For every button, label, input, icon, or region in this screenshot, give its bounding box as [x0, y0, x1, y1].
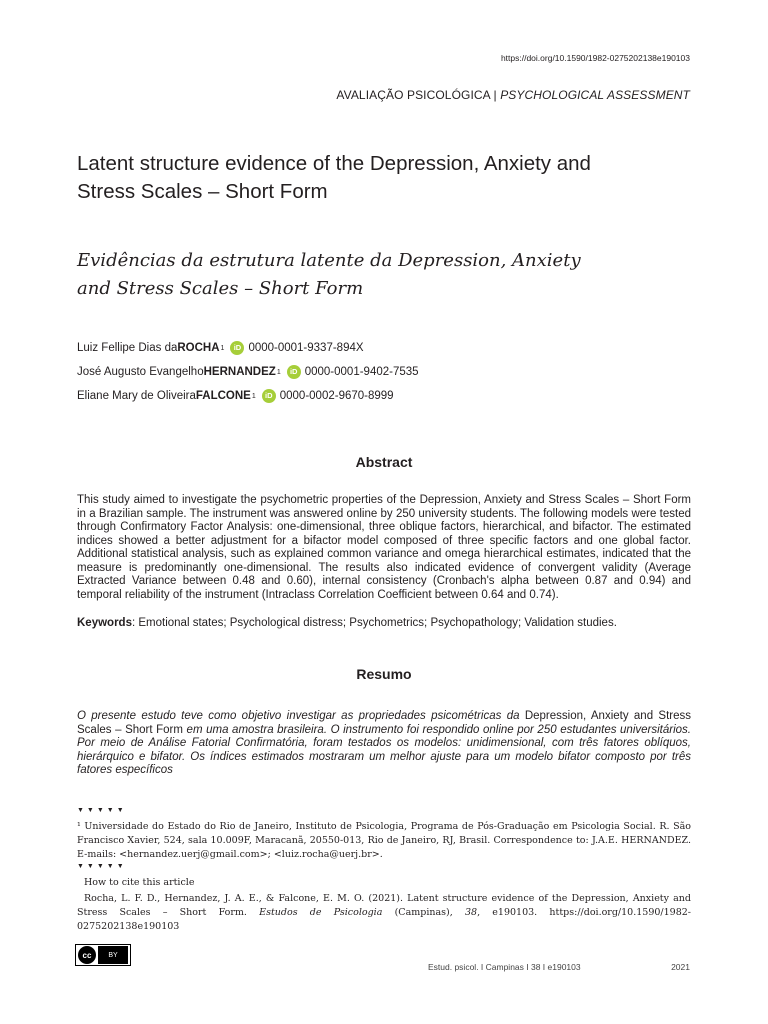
- keywords-list: : Emotional states; Psychological distress; Psychometrics; Psychopathology; Validation studies.: [131, 617, 617, 629]
- author-family-name: ROCHA: [177, 342, 220, 354]
- orcid-icon[interactable]: iD: [262, 389, 276, 403]
- how-to-cite-reference: [77, 892, 691, 934]
- abstract-text: This study aimed to investigate the psychometric properties of the Depression, Anxiety and Stress Scales – Short Form in a Brazilian sample. The instrument was answered online by 250 university students. The following models were tested through Confirmatory Factor Analysis: one-dimensional, three oblique factors, hierarchical, and bifactor. The estimated indices showed a better adjustment for a bifactor model composed of three specific factors and one global factor. Additional statistical analysis, such as explained common variance and omega hierarchical estimates, indicated that the measure is predominantly one-dimensional. The results also indicated evidence of convergent validity (Average Extracted Variance between 0.48 and 0.60), internal consistency (Cronbach's alpha between 0.87 and 0.94) and temporal reliability of the instrument (Intraclass Correlation Coefficient between 0.64 and 0.74).: [77, 494, 691, 601]
- resumo-part1: O presente estudo teve como objetivo investigar as propriedades psicométricas da: [77, 710, 525, 722]
- orcid-icon[interactable]: iD: [230, 341, 244, 355]
- journal-section: [336, 88, 690, 102]
- doi-link[interactable]: https://doi.org/10.1590/1982-0275202138e190103: [500, 53, 690, 63]
- footnote-separator-2: ▼▼▼▼▼: [77, 863, 127, 870]
- keywords-label: Keywords: [77, 617, 132, 629]
- author-family-name: FALCONE: [195, 390, 251, 402]
- cite-volume: 38: [464, 907, 478, 918]
- creative-commons-icon[interactable]: [75, 944, 131, 966]
- keywords: [77, 617, 691, 629]
- author-orcid[interactable]: 0000-0001-9402-7535: [304, 366, 419, 378]
- footer-citation: Estud. psicol. I Campinas I 38 I e190103: [428, 962, 581, 972]
- footnote-separator: ▼▼▼▼▼: [77, 807, 127, 814]
- section-pt: AVALIAÇÃO PSICOLÓGICA: [336, 88, 491, 102]
- author-affiliation-marker: 1: [276, 368, 281, 376]
- cc-mark: cc: [78, 946, 96, 964]
- affiliation-footnote: ¹ Universidade do Estado do Rio de Janeiro, Instituto de Psicologia, Programa de Pós-Graduação em Psicologia Social. R. São Francisco Xavier, 524, sala 10.009F, Maracanã, 20550-013, Rio de Janeiro, RJ, Brasil. Correspondence to: J.A.E. HERNANDEZ. E-mails: <hernandez.uerj@gmail.com>; <luiz.rocha@uerj.br>.: [77, 821, 691, 860]
- how-to-cite-text: How to cite this article: [84, 877, 195, 888]
- section-separator: |: [490, 88, 501, 102]
- author-hernandez: [77, 365, 419, 379]
- resumo-scale-name: Depression, Anxiety and Stress Scales – Short Form: [77, 710, 692, 736]
- cite-part1: Rocha, L. F. D., Hernandez, J. A. E., & Falcone, E. M. O. (2021). Latent structure evidence of the Depression, Anxiety and Stress Scales – Short Form.: [77, 893, 691, 918]
- author-rocha: [77, 341, 364, 355]
- resumo-text: [77, 710, 691, 778]
- author-given-name: Luiz Fellipe Dias da: [77, 342, 178, 354]
- resumo-heading: Resumo: [356, 666, 412, 682]
- orcid-icon[interactable]: iD: [287, 365, 301, 379]
- abstract-heading: Abstract: [355, 454, 413, 470]
- resumo-part3: em uma amostra brasileira. O instrumento foi respondido online por 250 estudantes universitários. Por meio de Análise Fatorial Confirmatória, foram testados os modelos: unidimensional, com três fatores oblíquos, hierárquico e bifator. Os índices estimados mostraram um melhor ajuste para um modelo bifator composto por três fatores específicos: [77, 723, 691, 776]
- footer-year: 2021: [671, 962, 690, 972]
- article-title-english: Latent structure evidence of the Depression, Anxiety and Stress Scales – Short Form: [77, 152, 591, 203]
- author-orcid[interactable]: 0000-0002-9670-8999: [279, 390, 394, 402]
- cite-part2: (Campinas),: [382, 907, 465, 918]
- author-given-name: Eliane Mary de Oliveira: [77, 390, 196, 402]
- author-family-name: HERNANDEZ: [203, 366, 276, 378]
- author-given-name: José Augusto Evangelho: [77, 366, 204, 378]
- author-affiliation-marker: 1: [220, 344, 225, 352]
- by-mark: BY: [98, 946, 128, 964]
- author-orcid[interactable]: 0000-0001-9337-894X: [248, 342, 364, 354]
- article-title-portuguese: Evidências da estrutura latente da Depression, Anxiety and Stress Scales – Short Form: [77, 250, 581, 299]
- author-falcone: [77, 389, 394, 403]
- section-en: PSYCHOLOGICAL ASSESSMENT: [500, 88, 690, 102]
- cite-part3[interactable]: , e190103. https://doi.org/10.1590/1982-0275202138e190103: [77, 907, 692, 932]
- cite-journal: Estudos de Psicologia: [259, 907, 383, 918]
- how-to-cite-label: [77, 876, 691, 890]
- author-affiliation-marker: 1: [251, 392, 256, 400]
